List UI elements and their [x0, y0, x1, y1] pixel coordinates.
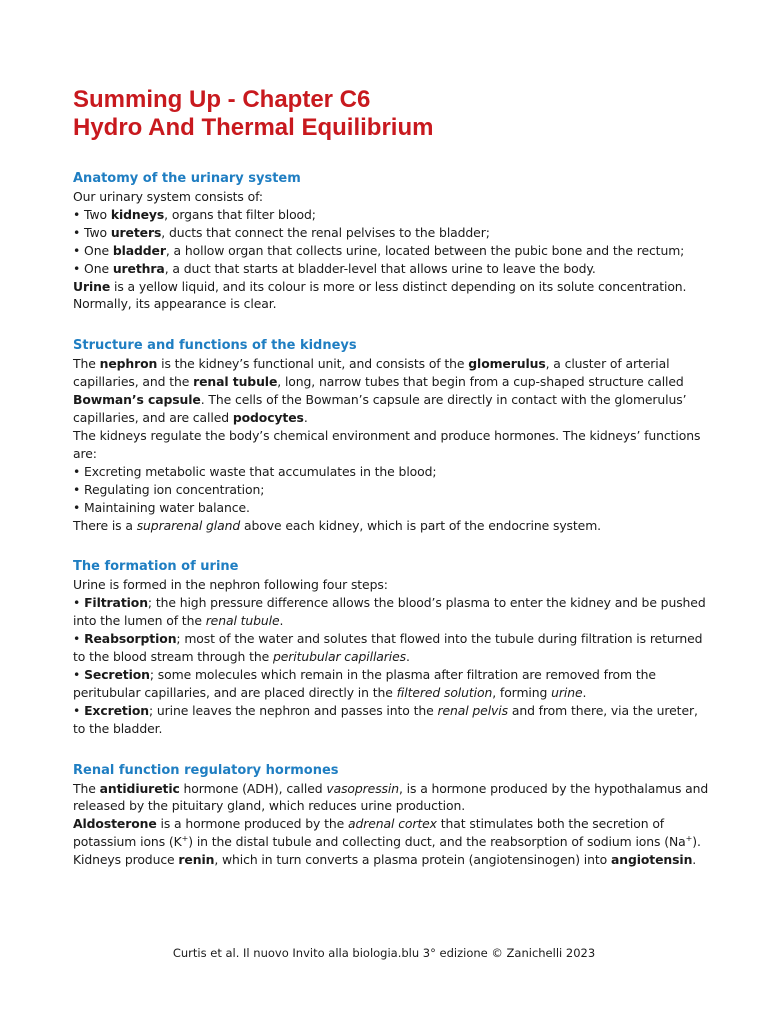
- bold-term: Excretion: [84, 702, 149, 718]
- text-run: Urine is formed in the nephron following four steps:: [73, 577, 388, 593]
- title-line-1: Summing Up - Chapter C6: [73, 86, 371, 113]
- text-run: is a yellow liquid, and its colour is more or less distinct depending on its solute concentration. Normally, its appearance is clear.: [73, 278, 687, 312]
- content-sections: [73, 170, 713, 869]
- paragraph: [73, 594, 713, 630]
- text-run: ) in the distal tubule and collecting duct, and the reabsorption of sodium ions (Na: [188, 834, 686, 850]
- text-run: , is a hormone produced by the hypothalamus and released by the pituitary gland, which reduces urine production.: [73, 780, 709, 814]
- text-run: • Maintaining water balance.: [73, 499, 250, 515]
- section-heading: Renal function regulatory hormones: [73, 762, 339, 778]
- italic-term: filtered solution: [396, 684, 493, 700]
- italic-term: suprarenal gland: [136, 517, 241, 533]
- section: [73, 170, 713, 313]
- paragraph: [73, 666, 713, 702]
- text-run: ; most of the water and solutes that flowed into the tubule during filtration is returned to the blood stream through the: [73, 631, 703, 665]
- paragraph: [73, 463, 713, 481]
- text-run: and from there, via the ureter, to the bladder.: [73, 702, 698, 736]
- paragraph: [73, 851, 713, 869]
- text-run: is the kidney’s functional unit, and consists of the: [157, 356, 469, 372]
- text-run: .: [406, 649, 410, 665]
- text-run: ; some molecules which remain in the plasma after filtration are removed from the peritubular capillaries, and are placed directly in the: [73, 666, 656, 700]
- section: [73, 762, 713, 870]
- bold-term: ureters: [110, 224, 162, 240]
- bold-term: Bowman’s capsule: [73, 392, 201, 408]
- paragraph: [73, 780, 713, 816]
- section-heading: Structure and functions of the kidneys: [73, 338, 357, 354]
- text-run: , organs that filter blood;: [164, 206, 316, 222]
- page-footer: Curtis et al. Il nuovo Invito alla biologia.blu 3° edizione © Zanichelli 2023: [172, 946, 596, 960]
- text-run: . The cells of the Bowman’s capsule are directly in contact with the glomerulus’ capillaries, and are called: [73, 392, 687, 426]
- text-run: hormone (ADH), called: [179, 780, 327, 796]
- bold-term: renal tubule: [193, 374, 278, 390]
- title-line-2: Hydro And Thermal Equilibrium: [73, 114, 434, 141]
- text-run: • One: [73, 260, 113, 276]
- text-run: .: [692, 852, 697, 868]
- text-run: •: [73, 666, 85, 682]
- paragraph: [73, 576, 713, 594]
- italic-term: urine: [551, 684, 583, 700]
- italic-term: adrenal cortex: [348, 816, 437, 832]
- italic-term: vasopressin: [326, 780, 399, 796]
- text-run: Kidneys produce: [73, 852, 179, 868]
- paragraph: [73, 499, 713, 517]
- text-run: , long, narrow tubes that begin from a cup-shaped structure called: [277, 374, 684, 390]
- text-run: • Two: [73, 224, 111, 240]
- section: [73, 337, 713, 534]
- superscript: +: [685, 834, 693, 844]
- paragraph: [73, 815, 713, 851]
- bold-term: Urine: [73, 278, 111, 294]
- text-run: that stimulates both the secretion of potassium ions (K: [73, 816, 665, 850]
- bold-term: renin: [178, 852, 215, 868]
- bold-term: antidiuretic: [99, 780, 180, 796]
- section-heading: Anatomy of the urinary system: [73, 171, 301, 186]
- paragraph: [73, 355, 713, 427]
- bold-term: Filtration: [84, 595, 148, 611]
- text-run: , a hollow organ that collects urine, located between the pubic bone and the rectum;: [165, 242, 685, 258]
- bold-term: nephron: [99, 356, 158, 372]
- text-run: , a cluster of arterial capillaries, and the: [73, 356, 670, 390]
- paragraph: [73, 481, 713, 499]
- text-run: , a duct that starts at bladder-level that allows urine to leave the body.: [164, 260, 596, 276]
- text-run: The: [73, 356, 100, 372]
- paragraph: [73, 278, 713, 314]
- text-run: , forming: [492, 684, 552, 700]
- text-run: • Regulating ion concentration;: [73, 481, 265, 497]
- paragraph: [73, 188, 713, 206]
- text-run: • Two: [73, 206, 111, 222]
- text-run: • One: [73, 242, 113, 258]
- text-run: •: [73, 595, 85, 611]
- italic-term: renal pelvis: [437, 702, 508, 718]
- text-run: The: [73, 780, 100, 796]
- text-run: .: [582, 684, 587, 700]
- text-run: .: [279, 613, 284, 629]
- text-run: Our urinary system consists of:: [73, 189, 264, 204]
- paragraph: [73, 517, 713, 535]
- bold-term: glomerulus: [468, 356, 546, 372]
- page-title: [73, 86, 713, 142]
- text-run: , which in turn converts a plasma protein (angiotensinogen) into: [214, 852, 611, 868]
- text-run: above each kidney, which is part of the endocrine system.: [240, 517, 601, 533]
- bold-term: podocytes: [232, 410, 304, 426]
- paragraph: [73, 224, 713, 242]
- italic-term: peritubular capillaries: [272, 649, 407, 665]
- text-run: ; urine leaves the nephron and passes into the: [148, 702, 438, 718]
- text-run: , ducts that connect the renal pelvises to the bladder;: [161, 224, 490, 240]
- bold-term: bladder: [112, 242, 166, 258]
- text-run: •: [73, 631, 85, 647]
- paragraph: [73, 702, 713, 738]
- document-page: [73, 86, 713, 869]
- text-run: • Excreting metabolic waste that accumulates in the blood;: [73, 463, 437, 479]
- paragraph: [73, 260, 713, 278]
- text-run: •: [73, 702, 85, 718]
- paragraph: [73, 427, 713, 463]
- paragraph: [73, 242, 713, 260]
- bold-term: angiotensin: [610, 852, 693, 868]
- bold-term: Aldosterone: [73, 816, 157, 832]
- text-run: is a hormone produced by the: [156, 816, 348, 832]
- paragraph: [73, 630, 713, 666]
- text-run: ; the high pressure difference allows the blood’s plasma to enter the kidney and be pushed into the lumen of the: [73, 595, 706, 629]
- paragraph: [73, 206, 713, 224]
- bold-term: Reabsorption: [84, 631, 177, 647]
- superscript: +: [181, 834, 189, 844]
- text-run: The kidneys regulate the body’s chemical environment and produce hormones. The kidneys’ functions are:: [73, 427, 701, 461]
- text-run: There is a: [73, 517, 137, 533]
- section-heading: The formation of urine: [73, 559, 239, 575]
- section: [73, 558, 713, 737]
- bold-term: kidneys: [110, 206, 165, 222]
- text-run: ).: [692, 834, 701, 850]
- italic-term: renal tubule: [205, 613, 280, 629]
- bold-term: Secretion: [84, 666, 150, 682]
- bold-term: urethra: [112, 260, 165, 276]
- text-run: .: [303, 410, 308, 426]
